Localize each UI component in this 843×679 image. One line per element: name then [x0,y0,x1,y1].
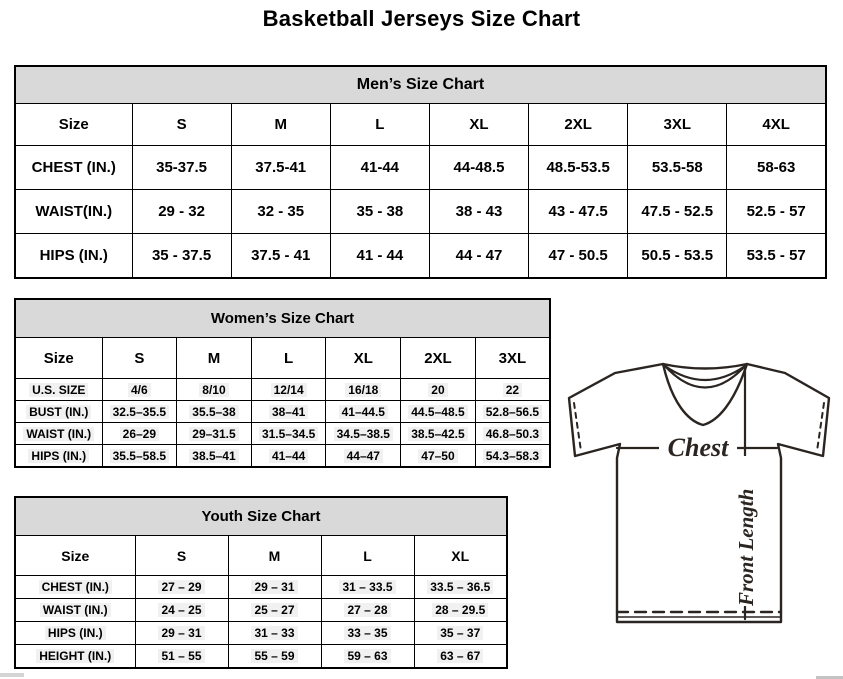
size-value-cell: 44-48.5 [429,146,528,190]
size-value-cell [228,576,321,599]
size-value: 35 – 37 [437,626,483,640]
size-value: 46.8–50.3 [483,427,542,441]
size-value-cell: 48.5-53.5 [529,146,628,190]
size-value-cell [401,379,476,401]
row-label-text: CHEST (IN.) [39,580,112,594]
size-value-cell [321,599,414,622]
size-value-cell [251,445,326,468]
size-value: 25 – 27 [251,603,297,617]
row-label [15,576,135,599]
size-value-cell: 35 - 37.5 [132,234,231,279]
col-header: 4XL [727,104,826,146]
size-value-cell [251,423,326,445]
row-label-text: HIPS (IN.) [28,449,89,463]
womens-chart-title: Women’s Size Chart [15,299,550,338]
col-header: 2XL [401,338,476,379]
size-value-cell: 50.5 - 53.5 [628,234,727,279]
size-value-cell [102,445,177,468]
col-header: 2XL [529,104,628,146]
row-label: HIPS (IN.) [15,234,132,279]
size-value-cell [475,379,550,401]
size-value-cell: 44 - 47 [429,234,528,279]
size-value-cell [321,576,414,599]
size-value-cell [321,645,414,669]
size-value-cell [228,645,321,669]
size-value: 41–44 [269,449,308,463]
page-title: Basketball Jerseys Size Chart [262,6,581,31]
size-value-cell [228,599,321,622]
col-header: 3XL [628,104,727,146]
col-header: L [251,338,326,379]
row-label [15,622,135,645]
size-value-cell: 32 - 35 [231,190,330,234]
size-value: 27 – 29 [158,580,204,594]
col-header: S [132,104,231,146]
youth-size-chart-table [14,496,508,669]
size-value-cell [135,622,228,645]
size-value-cell [177,401,252,423]
size-value: 35.5–38 [189,405,238,419]
size-value: 16/18 [345,383,381,397]
size-value-cell: 47 - 50.5 [529,234,628,279]
size-value: 31 – 33.5 [339,580,395,594]
size-value: 31 – 33 [251,626,297,640]
row-label: WAIST(IN.) [15,190,132,234]
row-label [15,645,135,669]
size-value: 44–47 [344,449,383,463]
size-value-cell: 35 - 38 [330,190,429,234]
size-value-cell: 41-44 [330,146,429,190]
size-value-cell [251,401,326,423]
col-header: 3XL [475,338,550,379]
size-value-cell [401,423,476,445]
col-header: S [102,338,177,379]
size-value: 20 [428,383,447,397]
size-value: 54.3–58.3 [483,449,542,463]
size-value: 24 – 25 [158,603,204,617]
row-label [15,445,102,468]
col-header: XL [414,536,507,576]
size-value: 22 [503,383,522,397]
col-header: M [228,536,321,576]
size-value: 59 – 63 [344,649,390,663]
size-value-cell: 35-37.5 [132,146,231,190]
row-label-text: HEIGHT (IN.) [36,649,114,663]
size-value-cell [326,445,401,468]
mens-size-chart-table [14,65,827,279]
size-value: 47–50 [418,449,457,463]
col-header: L [321,536,414,576]
col-header: M [231,104,330,146]
size-value-cell [326,379,401,401]
size-value: 32.5–35.5 [110,405,169,419]
size-value-cell [135,645,228,669]
col-header: Size [15,104,132,146]
row-label [15,379,102,401]
size-value-cell: 53.5 - 57 [727,234,826,279]
front-length-label: Front Length [734,488,758,606]
size-value-cell [102,423,177,445]
size-value: 33.5 – 36.5 [427,580,493,594]
row-label-text: BUST (IN.) [26,405,91,419]
size-value: 26–29 [120,427,159,441]
col-header: Size [15,536,135,576]
size-value: 55 – 59 [251,649,297,663]
size-value-cell [177,423,252,445]
col-header: XL [429,104,528,146]
size-value: 63 – 67 [437,649,483,663]
size-value-cell [401,445,476,468]
size-value-cell [414,622,507,645]
size-value: 52.8–56.5 [483,405,542,419]
row-label-text: WAIST (IN.) [40,603,111,617]
size-value-cell [321,622,414,645]
size-value-cell [414,599,507,622]
chest-label: Chest [667,433,729,462]
row-label-text: HIPS (IN.) [45,626,106,640]
size-value-cell [102,401,177,423]
size-value: 35.5–58.5 [110,449,169,463]
size-value: 8/10 [199,383,228,397]
size-value: 31.5–34.5 [259,427,318,441]
size-value: 44.5–48.5 [408,405,467,419]
size-value: 4/6 [128,383,151,397]
size-value: 29 – 31 [158,626,204,640]
jersey-measurement-diagram [560,358,840,628]
row-label: CHEST (IN.) [15,146,132,190]
size-value: 34.5–38.5 [334,427,393,441]
size-value-cell: 29 - 32 [132,190,231,234]
scrollbar-fragment-left[interactable] [0,673,24,677]
size-value: 12/14 [271,383,307,397]
size-value: 51 – 55 [158,649,204,663]
size-value-cell [414,576,507,599]
size-value-cell [401,401,476,423]
col-header: M [177,338,252,379]
col-header: XL [326,338,401,379]
size-value-cell [228,622,321,645]
womens-size-chart-table [14,298,551,468]
jersey-outline [569,364,829,622]
col-header: S [135,536,228,576]
size-value: 29–31.5 [189,427,238,441]
size-value: 27 – 28 [344,603,390,617]
size-value: 38–41 [269,405,308,419]
size-value-cell: 38 - 43 [429,190,528,234]
size-value-cell [177,445,252,468]
size-value-cell: 52.5 - 57 [727,190,826,234]
size-value: 41–44.5 [339,405,388,419]
mens-chart-title: Men’s Size Chart [15,66,826,104]
row-label [15,599,135,622]
size-value-cell [414,645,507,669]
row-label-text: U.S. SIZE [29,383,88,397]
size-value-cell [475,445,550,468]
size-value-cell [475,401,550,423]
size-value: 28 – 29.5 [432,603,488,617]
size-value-cell: 53.5-58 [628,146,727,190]
size-value-cell: 41 - 44 [330,234,429,279]
size-value: 38.5–41 [189,449,238,463]
size-value-cell: 37.5 - 41 [231,234,330,279]
size-value-cell: 47.5 - 52.5 [628,190,727,234]
size-value-cell [177,379,252,401]
col-header: Size [15,338,102,379]
row-label [15,423,102,445]
size-value-cell [135,576,228,599]
youth-chart-title: Youth Size Chart [15,497,507,536]
size-value: 33 – 35 [344,626,390,640]
row-label-text: WAIST (IN.) [23,427,94,441]
size-value-cell: 37.5-41 [231,146,330,190]
size-value-cell [102,379,177,401]
size-value: 29 – 31 [251,580,297,594]
size-value-cell: 43 - 47.5 [529,190,628,234]
size-value-cell [326,423,401,445]
size-value-cell [475,423,550,445]
size-value-cell [251,379,326,401]
size-value-cell [135,599,228,622]
size-value-cell: 58-63 [727,146,826,190]
row-label [15,401,102,423]
size-value: 38.5–42.5 [408,427,467,441]
size-value-cell [326,401,401,423]
col-header: L [330,104,429,146]
